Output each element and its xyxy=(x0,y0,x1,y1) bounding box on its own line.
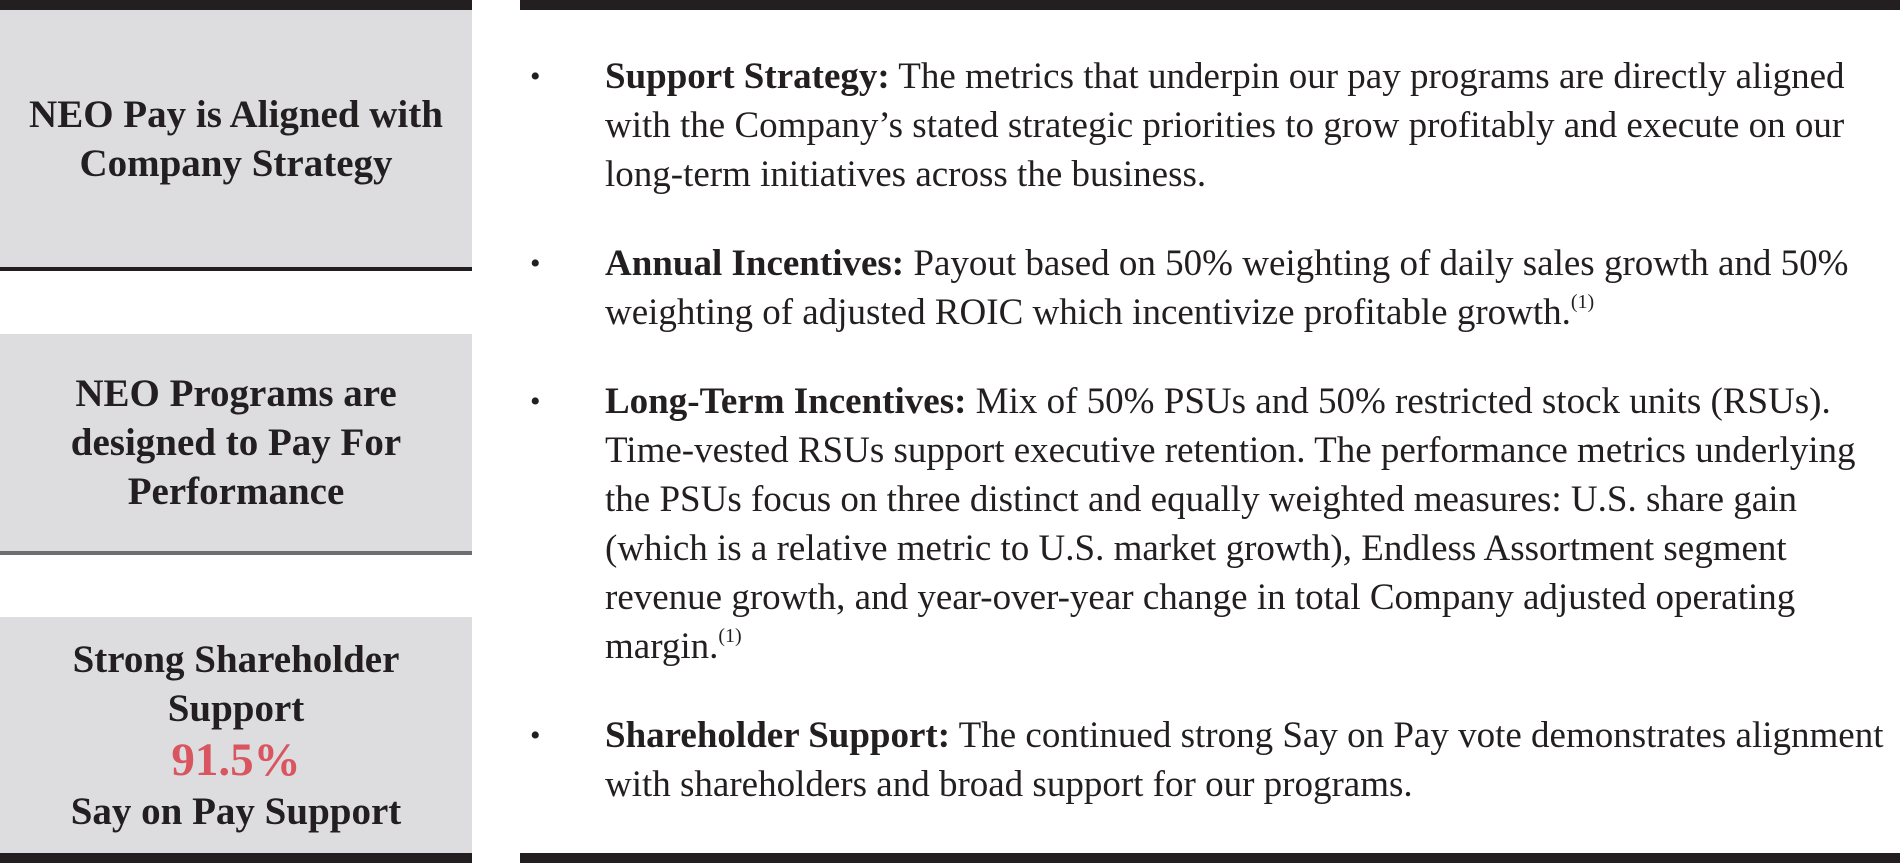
bullet-item-shareholder-support xyxy=(530,711,1890,809)
top-left-rule xyxy=(0,0,472,10)
bottom-right-rule xyxy=(520,853,1900,863)
bullet-text: The metrics that underpin our pay programs are directly aligned with the Company’s stated strategic priorities to grow profitably and execute on our long-term initiatives across the business. xyxy=(605,56,1845,195)
bullet-label: Shareholder Support: xyxy=(605,715,951,756)
top-right-rule xyxy=(520,0,1900,10)
bullet-label: Long-Term Incentives: xyxy=(605,381,967,422)
bullet-item-long-term-incentives xyxy=(530,377,1890,671)
panel-1-bottom-rule xyxy=(0,267,472,271)
footnote-marker: (1) xyxy=(718,625,742,647)
footnote-marker: (1) xyxy=(1570,291,1595,313)
bullet-glyph: • xyxy=(530,247,541,280)
panel-strategy-title: NEO Pay is Aligned with Company Strategy xyxy=(29,92,443,185)
panel-strategy xyxy=(0,10,472,267)
panel-shareholder-support xyxy=(0,617,472,853)
panel-shareholder-title: Strong Shareholder Support xyxy=(72,637,400,730)
bullet-text: The continued strong Say on Pay vote demonstrates alignment with shareholders and broad support for our programs. xyxy=(605,715,1884,805)
panel-pay-for-performance xyxy=(0,334,472,551)
panel-shareholder-subtitle: Say on Pay Support xyxy=(70,789,402,833)
bullet-item-annual-incentives xyxy=(530,239,1890,337)
panel-performance-title: NEO Programs are designed to Pay For Performance xyxy=(70,372,402,513)
bottom-left-rule xyxy=(0,853,472,863)
bullet-list xyxy=(530,52,1890,809)
bullet-glyph: • xyxy=(530,60,541,93)
say-on-pay-percentage: 91.5% xyxy=(171,733,301,786)
bullet-label: Support Strategy: xyxy=(605,56,890,97)
bullet-label: Annual Incentives: xyxy=(605,243,905,284)
bullet-glyph: • xyxy=(530,385,541,418)
panel-2-bottom-rule xyxy=(0,551,472,555)
bullet-glyph: • xyxy=(530,719,541,752)
bullet-item-support-strategy xyxy=(530,52,1890,199)
bullet-text: Payout based on 50% weighting of daily sales growth and 50% weighting of adjusted ROIC which incentivize profitable growth. xyxy=(605,243,1849,333)
bullet-text: Mix of 50% PSUs and 50% restricted stock units (RSUs). Time-vested RSUs support executive retention. The performance metrics underlying the PSUs focus on three distinct and equally weighted measures: U.S. share gain (which is a relative metric to U.S. market growth), Endless Assortment segment revenue growth, and year-over-year change in total Company adjusted operating margin. xyxy=(605,381,1856,667)
